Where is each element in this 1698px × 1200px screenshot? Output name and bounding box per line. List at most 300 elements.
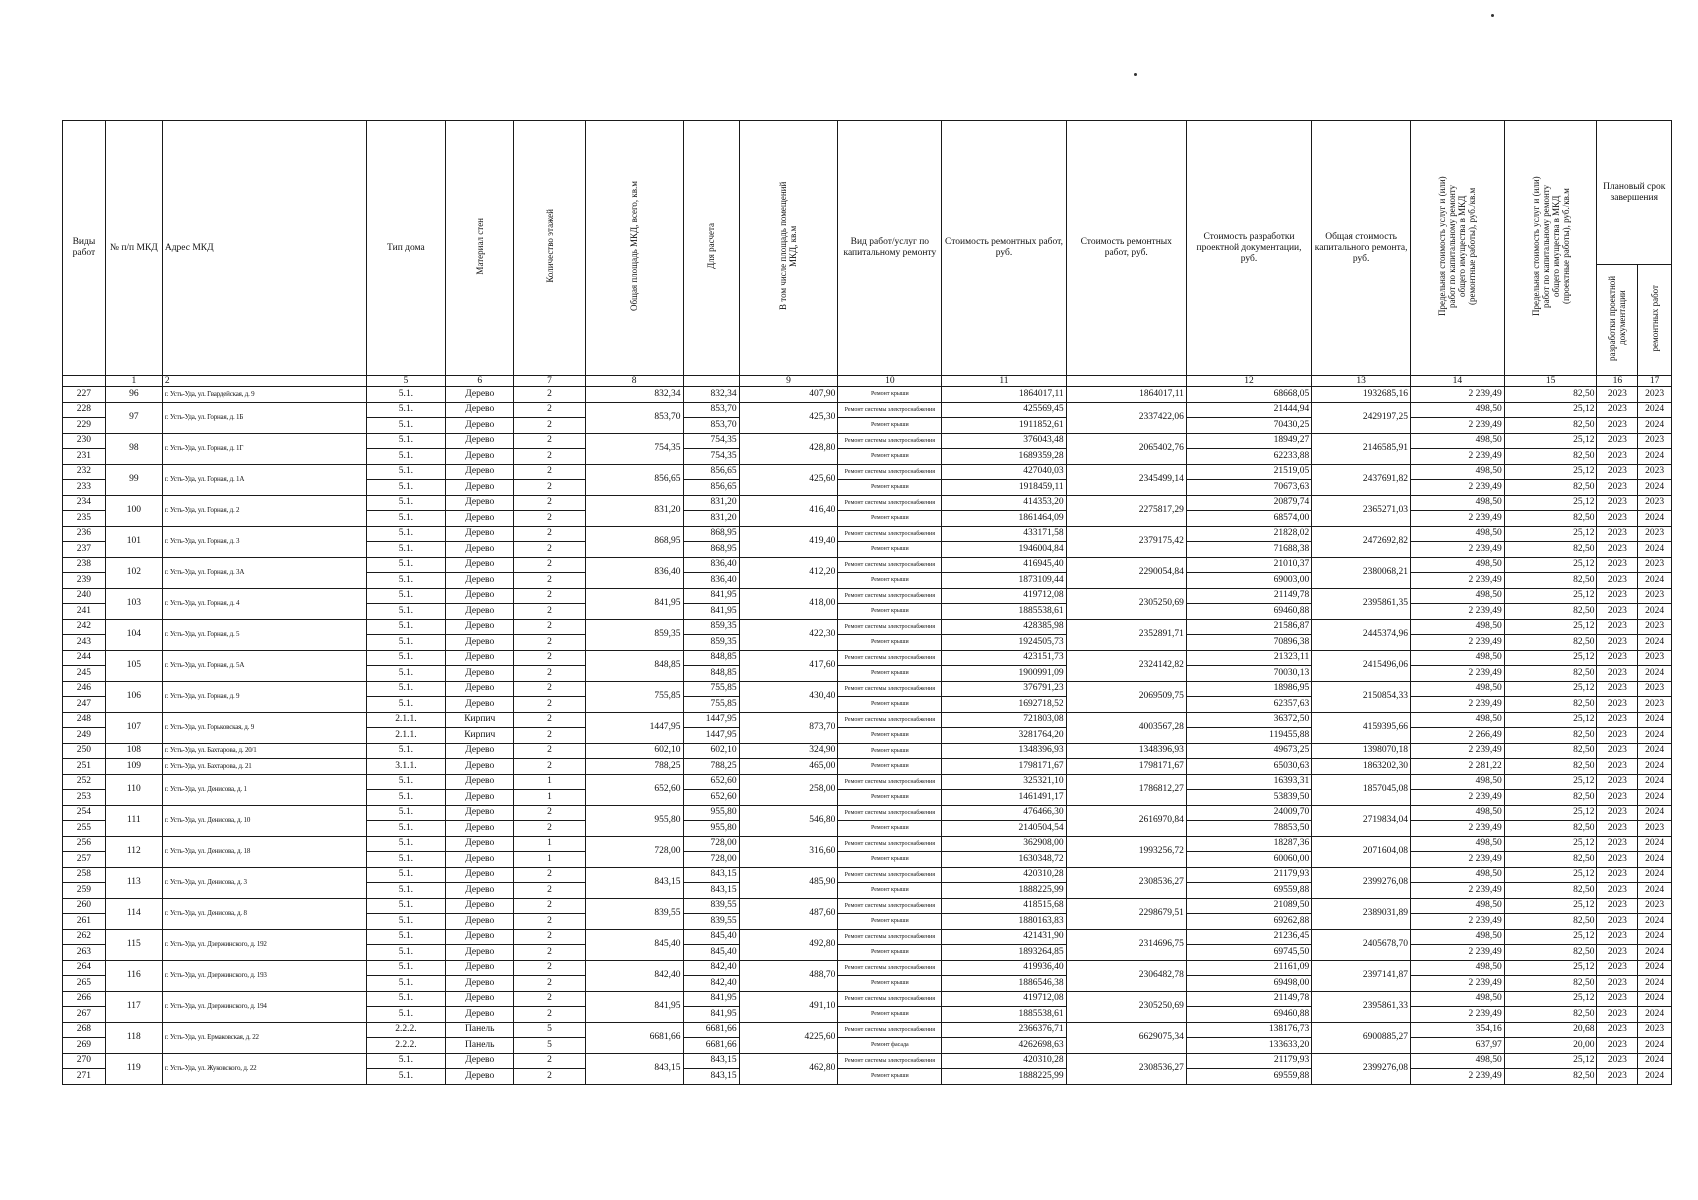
limit-repair-cell: 498,50: [1411, 495, 1505, 511]
premises-area-cell: 491,10: [739, 991, 838, 1022]
calc-area-cell: 853,70: [683, 418, 739, 434]
term-repair-cell: 2024: [1638, 945, 1672, 961]
house-type-cell: 5.1.: [366, 1069, 445, 1085]
repair-cost-cell: 1873109,44: [942, 573, 1066, 589]
premises-area-cell: 316,60: [739, 836, 838, 867]
limit-project-cell: 82,50: [1504, 697, 1597, 713]
house-type-cell: 5.1.: [366, 464, 445, 480]
repair-cost-cell: 2366376,71: [942, 1022, 1066, 1038]
scan-speck: [1134, 73, 1137, 76]
column-number-cell: 9: [739, 376, 838, 387]
term-repair-cell: 2024: [1638, 790, 1672, 806]
row-id-cell: 233: [63, 480, 106, 496]
limit-project-cell: 20,68: [1504, 1022, 1597, 1038]
floors-cell: 2: [514, 433, 585, 449]
column-number-cell: [63, 376, 106, 387]
repair-cost-sum-cell: 2069509,75: [1066, 681, 1186, 712]
project-cost-cell: 21236,45: [1186, 929, 1311, 945]
header-type: Тип дома: [366, 121, 445, 376]
limit-repair-cell: 2 239,49: [1411, 666, 1505, 682]
calc-area-cell: 755,85: [683, 697, 739, 713]
table-row: [63, 991, 1672, 1007]
row-id-cell: 229: [63, 418, 106, 434]
term-project-cell: 2023: [1597, 805, 1638, 821]
project-cost-cell: 69498,00: [1186, 976, 1311, 992]
column-number-cell: 11: [942, 376, 1066, 387]
term-repair-cell: 2023: [1638, 464, 1672, 480]
limit-project-cell: 82,50: [1504, 743, 1597, 759]
row-id-cell: 237: [63, 542, 106, 558]
limit-repair-cell: 2 239,49: [1411, 914, 1505, 930]
project-cost-cell: 21149,78: [1186, 991, 1311, 1007]
term-project-cell: 2023: [1597, 852, 1638, 868]
row-id-cell: 265: [63, 976, 106, 992]
row-id-cell: 258: [63, 867, 106, 883]
floors-cell: 2: [514, 387, 585, 403]
row-id-cell: 234: [63, 495, 106, 511]
column-number-cell: 13: [1312, 376, 1411, 387]
row-id-cell: 238: [63, 557, 106, 573]
house-type-cell: 5.1.: [366, 511, 445, 527]
house-type-cell: 5.1.: [366, 929, 445, 945]
repair-cost-cell: 1886546,38: [942, 976, 1066, 992]
repair-cost-sum-cell: 2305250,69: [1066, 588, 1186, 619]
calc-area-cell: 831,20: [683, 511, 739, 527]
header-vid: Виды работ: [63, 121, 106, 376]
total-area-cell: 843,15: [585, 867, 683, 898]
mkd-number-cell: 98: [105, 433, 162, 464]
wall-material-cell: Дерево: [446, 402, 514, 418]
repair-cost-sum-cell: 2337422,06: [1066, 402, 1186, 433]
project-cost-cell: 138176,73: [1186, 1022, 1311, 1038]
term-project-cell: 2023: [1597, 573, 1638, 589]
project-cost-cell: 70673,63: [1186, 480, 1311, 496]
term-project-cell: 2023: [1597, 418, 1638, 434]
repair-cost-cell: 1692718,52: [942, 697, 1066, 713]
repair-cost-sum-cell: 2308536,27: [1066, 1053, 1186, 1084]
total-area-cell: 836,40: [585, 557, 683, 588]
house-type-cell: 2.1.1.: [366, 728, 445, 744]
limit-project-cell: 25,12: [1504, 681, 1597, 697]
floors-cell: 2: [514, 604, 585, 620]
repair-cost-cell: 419936,40: [942, 960, 1066, 976]
address-cell: г. Усть-Уда, ул. Ермаковская, д. 22: [162, 1022, 366, 1053]
term-repair-cell: 2023: [1638, 588, 1672, 604]
term-project-cell: 2023: [1597, 1053, 1638, 1069]
total-cost-cell: 2071604,08: [1312, 836, 1411, 867]
column-number-cell: 12: [1186, 376, 1311, 387]
term-project-cell: 2023: [1597, 929, 1638, 945]
term-repair-cell: 2023: [1638, 387, 1672, 403]
limit-project-cell: 25,12: [1504, 557, 1597, 573]
mkd-number-cell: 101: [105, 526, 162, 557]
term-repair-cell: 2024: [1638, 774, 1672, 790]
house-type-cell: 5.1.: [366, 836, 445, 852]
term-project-cell: 2023: [1597, 836, 1638, 852]
limit-repair-cell: 498,50: [1411, 1053, 1505, 1069]
wall-material-cell: Дерево: [446, 480, 514, 496]
row-id-cell: 271: [63, 1069, 106, 1085]
repair-cost-sum-cell: 2308536,27: [1066, 867, 1186, 898]
repair-cost-cell: 362908,00: [942, 836, 1066, 852]
work-type-cell: Ремонт системы электроснабжения: [838, 836, 942, 852]
term-project-cell: 2023: [1597, 387, 1638, 403]
repair-cost-sum-cell: 2314696,75: [1066, 929, 1186, 960]
limit-project-cell: 25,12: [1504, 464, 1597, 480]
floors-cell: 2: [514, 867, 585, 883]
house-type-cell: 5.1.: [366, 697, 445, 713]
term-repair-cell: 2024: [1638, 449, 1672, 465]
house-type-cell: 5.1.: [366, 449, 445, 465]
row-id-cell: 252: [63, 774, 106, 790]
term-project-cell: 2023: [1597, 449, 1638, 465]
total-cost-cell: 1863202,30: [1312, 759, 1411, 775]
calc-area-cell: 841,95: [683, 991, 739, 1007]
premises-area-cell: 465,00: [739, 759, 838, 775]
wall-material-cell: Дерево: [446, 914, 514, 930]
limit-repair-cell: 2 239,49: [1411, 511, 1505, 527]
term-repair-cell: 2024: [1638, 573, 1672, 589]
house-type-cell: 5.1.: [366, 387, 445, 403]
work-type-cell: Ремонт системы электроснабжения: [838, 1022, 942, 1038]
table-row: [63, 526, 1672, 542]
row-id-cell: 242: [63, 619, 106, 635]
limit-project-cell: 25,12: [1504, 526, 1597, 542]
row-id-cell: 241: [63, 604, 106, 620]
row-id-cell: 247: [63, 697, 106, 713]
term-repair-cell: 2024: [1638, 666, 1672, 682]
limit-repair-cell: 498,50: [1411, 433, 1505, 449]
repair-cost-cell: 4262698,63: [942, 1038, 1066, 1054]
calc-area-cell: 728,00: [683, 836, 739, 852]
row-id-cell: 235: [63, 511, 106, 527]
limit-project-cell: 82,50: [1504, 604, 1597, 620]
work-type-cell: Ремонт крыши: [838, 976, 942, 992]
mkd-number-cell: 100: [105, 495, 162, 526]
limit-repair-cell: 498,50: [1411, 588, 1505, 604]
term-repair-cell: 2024: [1638, 929, 1672, 945]
term-repair-cell: 2024: [1638, 914, 1672, 930]
project-cost-cell: 21323,11: [1186, 650, 1311, 666]
calc-area-cell: 652,60: [683, 774, 739, 790]
calc-area-cell: 868,95: [683, 526, 739, 542]
wall-material-cell: Дерево: [446, 433, 514, 449]
row-id-cell: 263: [63, 945, 106, 961]
project-cost-cell: 69003,00: [1186, 573, 1311, 589]
floors-cell: 2: [514, 495, 585, 511]
project-cost-cell: 69460,88: [1186, 1007, 1311, 1023]
row-id-cell: 266: [63, 991, 106, 1007]
row-id-cell: 232: [63, 464, 106, 480]
wall-material-cell: Дерево: [446, 449, 514, 465]
term-project-cell: 2023: [1597, 728, 1638, 744]
address-cell: г. Усть-Уда, ул. Дзержинского, д. 192: [162, 929, 366, 960]
house-type-cell: 5.1.: [366, 774, 445, 790]
work-type-cell: Ремонт крыши: [838, 604, 942, 620]
total-cost-cell: 2395861,33: [1312, 991, 1411, 1022]
repair-cost-sum-cell: 2352891,71: [1066, 619, 1186, 650]
header-material: Материал стен: [446, 121, 514, 376]
repair-cost-sum-cell: 2379175,42: [1066, 526, 1186, 557]
premises-area-cell: 324,90: [739, 743, 838, 759]
header-term-project: разработки проектной документации: [1597, 265, 1638, 376]
work-type-cell: Ремонт системы электроснабжения: [838, 619, 942, 635]
column-number-cell: [1066, 376, 1186, 387]
mkd-number-cell: 99: [105, 464, 162, 495]
header-calc: Для расчета: [683, 121, 739, 376]
term-project-cell: 2023: [1597, 604, 1638, 620]
work-type-cell: Ремонт системы электроснабжения: [838, 557, 942, 573]
table-row: [63, 929, 1672, 945]
limit-repair-cell: 2 239,49: [1411, 573, 1505, 589]
work-type-cell: Ремонт крыши: [838, 1069, 942, 1085]
work-type-cell: Ремонт крыши: [838, 666, 942, 682]
term-project-cell: 2023: [1597, 867, 1638, 883]
term-repair-cell: 2024: [1638, 759, 1672, 775]
floors-cell: 2: [514, 929, 585, 945]
term-repair-cell: 2024: [1638, 542, 1672, 558]
floors-cell: 2: [514, 898, 585, 914]
mkd-number-cell: 96: [105, 387, 162, 403]
project-cost-cell: 18287,36: [1186, 836, 1311, 852]
premises-area-cell: 425,30: [739, 402, 838, 433]
project-cost-cell: 70030,13: [1186, 666, 1311, 682]
table-row: [63, 464, 1672, 480]
limit-repair-cell: 2 239,49: [1411, 790, 1505, 806]
work-type-cell: Ремонт системы электроснабжения: [838, 1053, 942, 1069]
limit-repair-cell: 498,50: [1411, 774, 1505, 790]
project-cost-cell: 69745,50: [1186, 945, 1311, 961]
table-row: [63, 557, 1672, 573]
column-number-cell: 16: [1597, 376, 1638, 387]
header-cost: Стоимость ремонтных работ, руб.: [942, 121, 1066, 376]
column-number-cell: 1: [105, 376, 162, 387]
floors-cell: 2: [514, 759, 585, 775]
floors-cell: 2: [514, 743, 585, 759]
floors-cell: 2: [514, 697, 585, 713]
row-id-cell: 269: [63, 1038, 106, 1054]
work-type-cell: Ремонт системы электроснабжения: [838, 402, 942, 418]
calc-area-cell: 754,35: [683, 433, 739, 449]
address-cell: г. Усть-Уда, ул. Дзержинского, д. 193: [162, 960, 366, 991]
term-project-cell: 2023: [1597, 402, 1638, 418]
floors-cell: 2: [514, 712, 585, 728]
premises-area-cell: 430,40: [739, 681, 838, 712]
wall-material-cell: Дерево: [446, 1069, 514, 1085]
wall-material-cell: Дерево: [446, 635, 514, 651]
calc-area-cell: 1447,95: [683, 728, 739, 744]
table-row: [63, 759, 1672, 775]
calc-area-cell: 848,85: [683, 666, 739, 682]
house-type-cell: 5.1.: [366, 1007, 445, 1023]
wall-material-cell: Дерево: [446, 759, 514, 775]
work-type-cell: Ремонт системы электроснабжения: [838, 712, 942, 728]
limit-project-cell: 82,50: [1504, 976, 1597, 992]
row-id-cell: 270: [63, 1053, 106, 1069]
wall-material-cell: Дерево: [446, 650, 514, 666]
wall-material-cell: Дерево: [446, 867, 514, 883]
calc-area-cell: 832,34: [683, 387, 739, 403]
total-cost-cell: 2429197,25: [1312, 402, 1411, 433]
row-id-cell: 259: [63, 883, 106, 899]
total-area-cell: 1447,95: [585, 712, 683, 743]
total-area-cell: 841,95: [585, 588, 683, 619]
table-row: [63, 433, 1672, 449]
limit-repair-cell: 498,50: [1411, 960, 1505, 976]
repair-cost-cell: 1348396,93: [942, 743, 1066, 759]
total-cost-cell: 2395861,35: [1312, 588, 1411, 619]
term-repair-cell: 2024: [1638, 728, 1672, 744]
floors-cell: 2: [514, 1069, 585, 1085]
house-type-cell: 5.1.: [366, 883, 445, 899]
limit-repair-cell: 498,50: [1411, 402, 1505, 418]
row-id-cell: 264: [63, 960, 106, 976]
term-project-cell: 2023: [1597, 588, 1638, 604]
floors-cell: 2: [514, 588, 585, 604]
term-repair-cell: 2024: [1638, 604, 1672, 620]
mkd-number-cell: 108: [105, 743, 162, 759]
repair-cost-sum-cell: 6629075,34: [1066, 1022, 1186, 1053]
house-type-cell: 5.1.: [366, 852, 445, 868]
premises-area-cell: 422,30: [739, 619, 838, 650]
work-type-cell: Ремонт крыши: [838, 743, 942, 759]
limit-project-cell: 25,12: [1504, 774, 1597, 790]
header-num: № п/п МКД: [105, 121, 162, 376]
term-repair-cell: 2023: [1638, 557, 1672, 573]
house-type-cell: 5.1.: [366, 557, 445, 573]
total-cost-cell: 2397141,87: [1312, 960, 1411, 991]
total-cost-cell: 2150854,33: [1312, 681, 1411, 712]
row-id-cell: 240: [63, 588, 106, 604]
floors-cell: 2: [514, 991, 585, 1007]
house-type-cell: 5.1.: [366, 821, 445, 837]
house-type-cell: 3.1.1.: [366, 759, 445, 775]
calc-area-cell: 845,40: [683, 929, 739, 945]
floors-cell: 2: [514, 650, 585, 666]
repair-cost-cell: 425569,45: [942, 402, 1066, 418]
work-type-cell: Ремонт крыши: [838, 883, 942, 899]
project-cost-cell: 60060,00: [1186, 852, 1311, 868]
limit-repair-cell: 354,16: [1411, 1022, 1505, 1038]
limit-repair-cell: 2 239,49: [1411, 604, 1505, 620]
wall-material-cell: Дерево: [446, 1053, 514, 1069]
mkd-number-cell: 111: [105, 805, 162, 836]
limit-repair-cell: 498,50: [1411, 464, 1505, 480]
premises-area-cell: 4225,60: [739, 1022, 838, 1053]
repair-cost-sum-cell: 2065402,76: [1066, 433, 1186, 464]
wall-material-cell: Дерево: [446, 1007, 514, 1023]
wall-material-cell: Кирпич: [446, 728, 514, 744]
limit-project-cell: 82,50: [1504, 1007, 1597, 1023]
project-cost-cell: 21010,37: [1186, 557, 1311, 573]
premises-area-cell: 419,40: [739, 526, 838, 557]
wall-material-cell: Дерево: [446, 464, 514, 480]
wall-material-cell: Дерево: [446, 883, 514, 899]
house-type-cell: 5.1.: [366, 542, 445, 558]
project-cost-cell: 21519,05: [1186, 464, 1311, 480]
header-residential: В том числе площадь помещений МКД, кв.м: [739, 121, 838, 376]
project-cost-cell: 69262,88: [1186, 914, 1311, 930]
project-cost-cell: 53839,50: [1186, 790, 1311, 806]
total-cost-cell: 2415496,06: [1312, 650, 1411, 681]
address-cell: г. Усть-Уда, ул. Денисова, д. 1: [162, 774, 366, 805]
header-address: Адрес МКД: [162, 121, 366, 376]
calc-area-cell: 841,95: [683, 588, 739, 604]
total-cost-cell: 2399276,08: [1312, 1053, 1411, 1084]
mkd-number-cell: 105: [105, 650, 162, 681]
calc-area-cell: 853,70: [683, 402, 739, 418]
column-number-cell: 17: [1638, 376, 1672, 387]
table-row: [63, 588, 1672, 604]
work-type-cell: Ремонт крыши: [838, 573, 942, 589]
premises-area-cell: 412,20: [739, 557, 838, 588]
mkd-number-cell: 110: [105, 774, 162, 805]
work-type-cell: Ремонт системы электроснабжения: [838, 805, 942, 821]
floors-cell: 2: [514, 821, 585, 837]
repair-cost-cell: 414353,20: [942, 495, 1066, 511]
floors-cell: 2: [514, 666, 585, 682]
calc-area-cell: 836,40: [683, 557, 739, 573]
limit-repair-cell: 498,50: [1411, 836, 1505, 852]
repair-cost-cell: 1900991,09: [942, 666, 1066, 682]
row-id-cell: 267: [63, 1007, 106, 1023]
term-project-cell: 2023: [1597, 960, 1638, 976]
header-term: Плановый срок завершения: [1597, 121, 1672, 265]
term-repair-cell: 2024: [1638, 480, 1672, 496]
limit-repair-cell: 498,50: [1411, 867, 1505, 883]
total-area-cell: 848,85: [585, 650, 683, 681]
limit-repair-cell: 498,50: [1411, 712, 1505, 728]
wall-material-cell: Дерево: [446, 495, 514, 511]
work-type-cell: Ремонт крыши: [838, 418, 942, 434]
house-type-cell: 5.1.: [366, 418, 445, 434]
total-area-cell: 755,85: [585, 681, 683, 712]
wall-material-cell: Дерево: [446, 619, 514, 635]
work-type-cell: Ремонт крыши: [838, 449, 942, 465]
work-type-cell: Ремонт крыши: [838, 790, 942, 806]
row-id-cell: 230: [63, 433, 106, 449]
calc-area-cell: 842,40: [683, 976, 739, 992]
calc-area-cell: 788,25: [683, 759, 739, 775]
row-id-cell: 245: [63, 666, 106, 682]
column-number-cell: 6: [446, 376, 514, 387]
floors-cell: 2: [514, 635, 585, 651]
term-project-cell: 2023: [1597, 464, 1638, 480]
repair-cost-cell: 1946004,84: [942, 542, 1066, 558]
project-cost-cell: 21149,78: [1186, 588, 1311, 604]
total-area-cell: 788,25: [585, 759, 683, 775]
address-cell: г. Усть-Уда, ул. Горная, д. 4: [162, 588, 366, 619]
house-type-cell: 5.1.: [366, 433, 445, 449]
term-project-cell: 2023: [1597, 1069, 1638, 1085]
project-cost-cell: 49673,25: [1186, 743, 1311, 759]
term-repair-cell: 2024: [1638, 805, 1672, 821]
mkd-number-cell: 118: [105, 1022, 162, 1053]
calc-area-cell: 843,15: [683, 1069, 739, 1085]
repair-cost-sum-cell: 2616970,84: [1066, 805, 1186, 836]
calc-area-cell: 955,80: [683, 805, 739, 821]
work-type-cell: Ремонт системы электроснабжения: [838, 774, 942, 790]
work-type-cell: Ремонт крыши: [838, 759, 942, 775]
calc-area-cell: 843,15: [683, 883, 739, 899]
row-id-cell: 257: [63, 852, 106, 868]
limit-project-cell: 25,12: [1504, 836, 1597, 852]
floors-cell: 2: [514, 619, 585, 635]
table-row: [63, 805, 1672, 821]
limit-repair-cell: 498,50: [1411, 619, 1505, 635]
term-repair-cell: 2023: [1638, 898, 1672, 914]
work-type-cell: Ремонт крыши: [838, 480, 942, 496]
